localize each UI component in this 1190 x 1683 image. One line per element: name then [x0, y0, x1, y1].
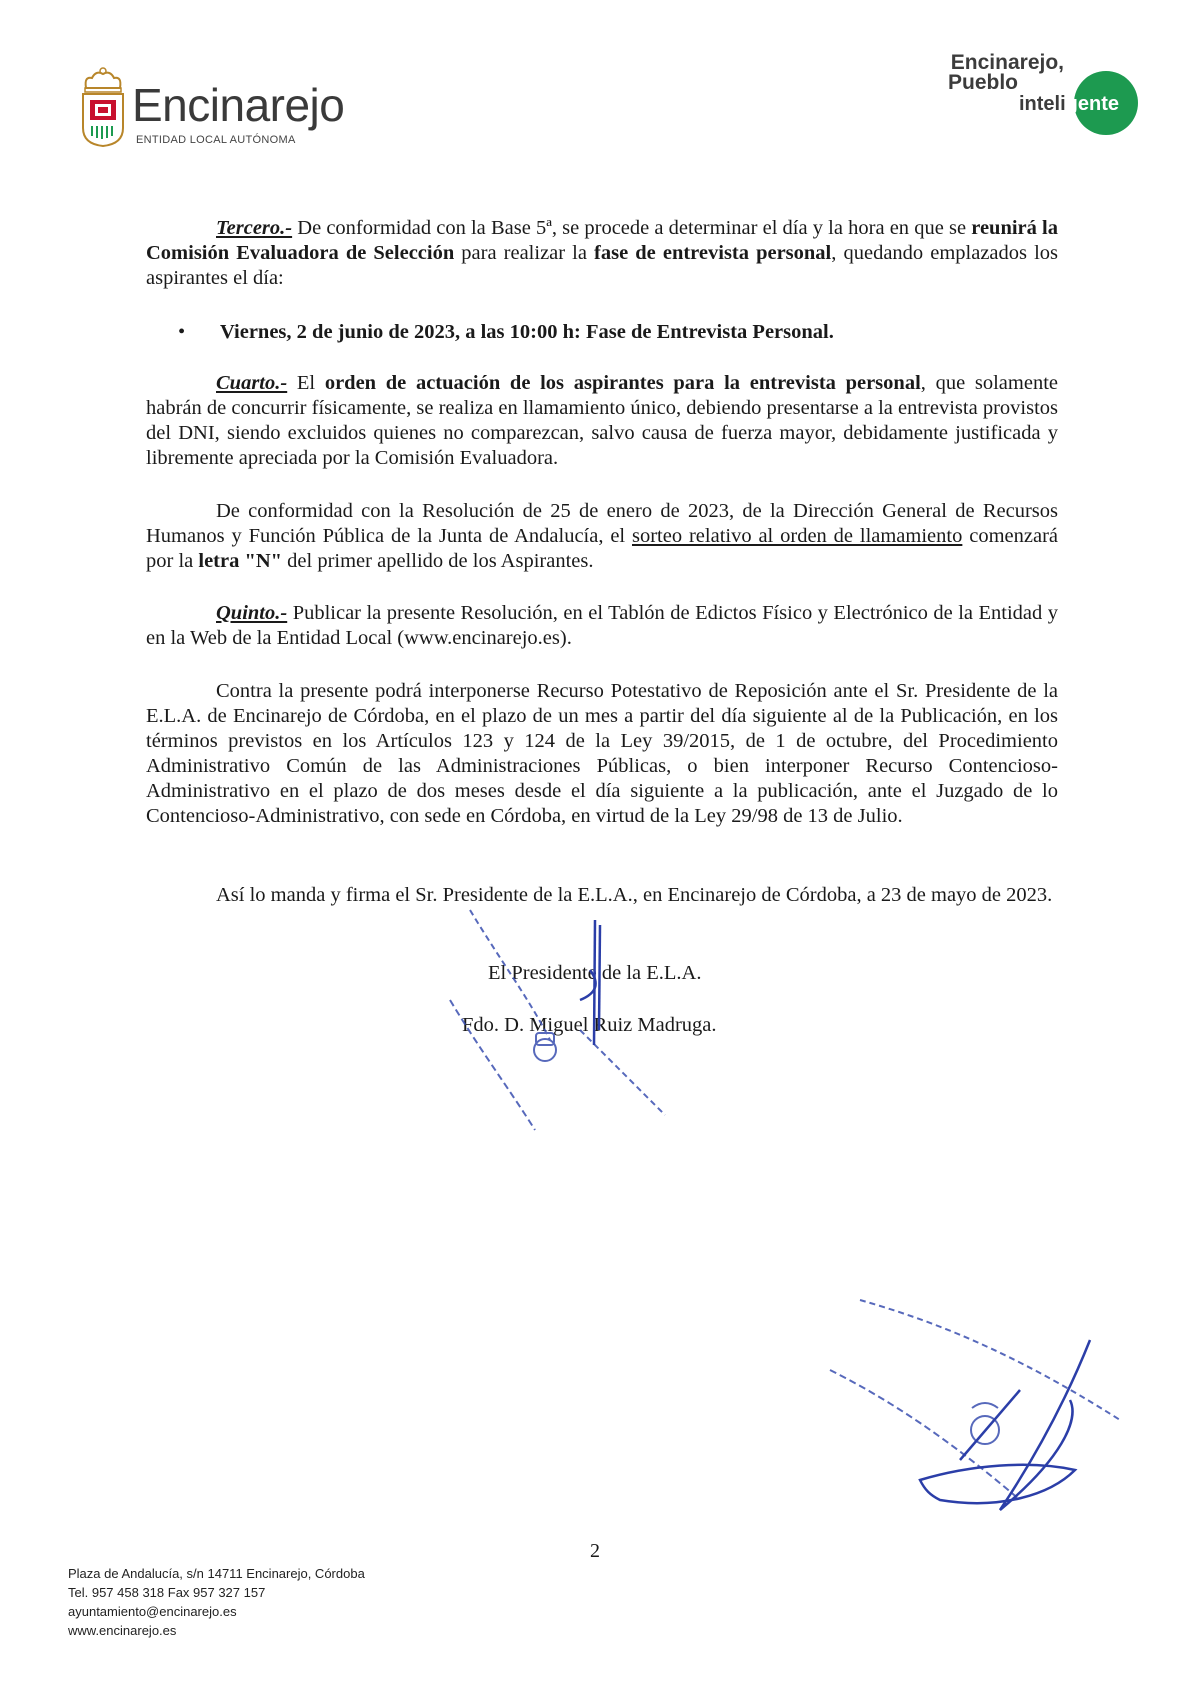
quinto-text: Publicar la presente Resolución, en el Tablón de Edictos Físico y Electrónico de la Entidad y en la Web de la Entidad Local (www.encinarejo.es).: [146, 602, 1058, 649]
tagline-word-part2: gente: [1065, 93, 1120, 115]
bullet-text: Viernes, 2 de junio de 2023, a las 10:00 h: Fase de Entrevista Personal.: [220, 321, 834, 343]
logo-subtitle: ENTIDAD LOCAL AUTÓNOMA: [136, 134, 296, 146]
section-label-quinto: Quinto.-: [216, 602, 288, 624]
sorteo-text2: comenzará por la: [146, 525, 1058, 572]
paragraph-firma: Así lo manda y firma el Sr. Presidente de la E.L.A., en Encinarejo de Córdoba, a 23 de mayo de 2023.: [216, 884, 1053, 906]
tercero-text2: para realizar la: [454, 242, 595, 264]
cuarto-text2: , que solamente habrán de concurrir físicamente, se realiza en llamamiento único, debiendo presentarse a la entrevista provistos del DNI, siendo excluidos quienes no comparezcan, salvo causa de fuerza mayor, debidamente justificada y libremente apreciada por la Comisión Evaluadora.: [146, 372, 1058, 469]
tagline-word-part1: inteli: [1019, 93, 1066, 115]
cuarto-bold: orden de actuación de los aspirantes para la entrevista personal: [324, 372, 921, 394]
paragraph-quinto: [146, 601, 1058, 651]
footer-contact: [68, 1564, 365, 1640]
tercero-text1: De conformidad con la Base 5ª, se procede a determinar el día y la hora en que se: [292, 217, 972, 239]
footer-email: ayuntamiento@encinarejo.es: [68, 1604, 237, 1619]
tagline-line1: Encinarejo,: [950, 51, 1064, 74]
bullet-mark: •: [178, 321, 186, 343]
paragraph-tercero: [146, 216, 1058, 291]
coat-of-arms-icon: [78, 66, 128, 153]
tercero-bold2: fase de entrevista personal: [594, 242, 832, 264]
footer-address: Plaza de Andalucía, s/n 14711 Encinarejo, Córdoba: [68, 1566, 365, 1581]
tercero-text3: , quedando emplazados los aspirantes el día:: [146, 242, 1058, 289]
paragraph-cuarto: [146, 371, 1058, 471]
sorteo-text1: De conformidad con la Resolución de 25 de enero de 2023, de la Dirección General de Recursos Humanos y Función Pública de la Junta de Andalucía, el: [146, 500, 1058, 547]
signature-name: Fdo. D. Miguel Ruiz Madruga.: [462, 1014, 717, 1036]
paragraph-sorteo: [146, 499, 1058, 574]
section-label-cuarto: Cuarto.-: [216, 372, 288, 394]
footer-web: www.encinarejo.es: [68, 1623, 177, 1638]
sorteo-bold: letra "N": [198, 550, 283, 572]
mayor-stamp: [440, 900, 700, 1180]
paragraph-recurso: Contra la presente podrá interponerse Recurso Potestativo de Reposición ante el Sr. Presidente de la E.L.A. de Encinarejo de Córdoba, en el plazo de un mes a partir del día siguiente al de la Publicación, en los términos previstos en los Artículos 123 y 124 de la Ley 39/2015, de 1 de octubre, del Procedimiento Administrativo Común de las Administraciones Públicas, o bien interponer Recurso Contencioso-Administrativo en el plazo de dos meses desde el día siguiente a la publicación, ante el Juzgado de lo Contencioso-Administrativo, con sede en Córdoba, en virtud de la Ley 29/98 de 13 de Julio.: [146, 680, 1058, 827]
sorteo-underline: sorteo relativo al orden de llamamiento: [632, 525, 963, 547]
tagline-line2: Pueblo: [947, 71, 1018, 94]
logo-name: Encinarejo: [132, 79, 345, 131]
section-label-tercero: Tercero.-: [216, 217, 293, 239]
signature-role: El Presidente de la E.L.A.: [488, 962, 702, 984]
secretary-stamp: [820, 1280, 1150, 1570]
tagline-word: [1019, 94, 1119, 114]
sorteo-text3: del primer apellido de los Aspirantes.: [282, 550, 594, 572]
tercero-bold: reunirá la Comisión Evaluadora de Selección: [146, 217, 1058, 264]
page-number: 2: [590, 1540, 600, 1562]
cuarto-text1: El: [287, 372, 325, 394]
footer-phone: Tel. 957 458 318 Fax 957 327 157: [68, 1585, 266, 1600]
